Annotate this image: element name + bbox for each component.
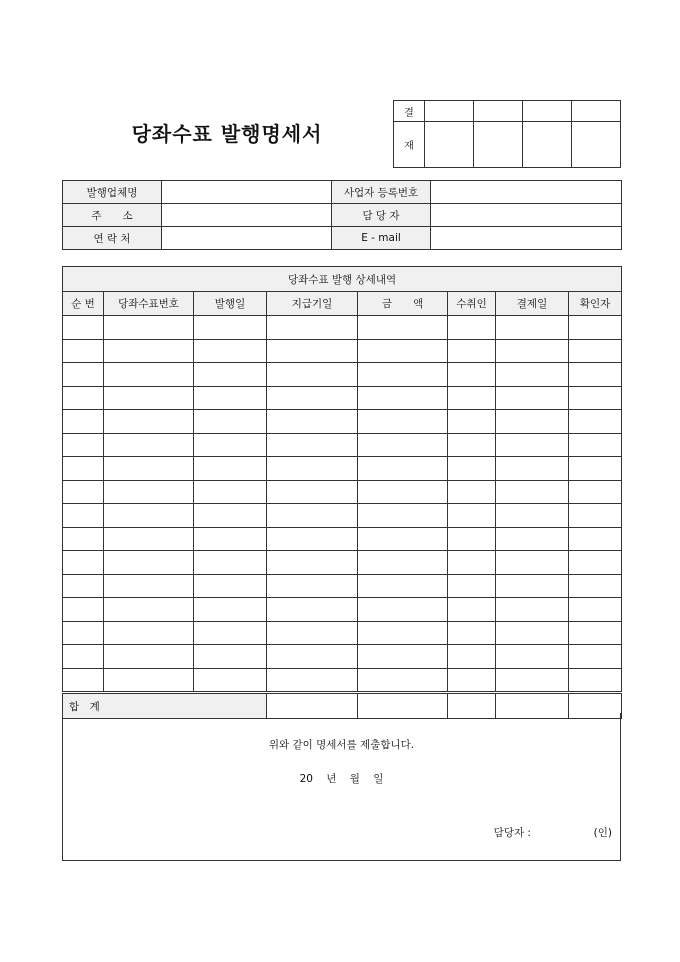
table-cell[interactable] [569,621,622,645]
table-cell[interactable] [496,527,569,551]
statement-text: 위와 같이 명세서를 제출합니다. [268,739,415,751]
table-cell[interactable] [358,621,448,645]
page-title: 당좌수표 발행명세서 [131,122,323,146]
table-row [63,574,622,598]
table-cell[interactable] [448,645,496,669]
date-line: 20 년 월 일 [299,773,384,785]
table-cell[interactable] [104,551,194,575]
table-cell[interactable] [194,668,267,693]
table-cell[interactable] [63,480,104,504]
column-header: 수취인 [448,292,496,316]
table-cell[interactable] [267,527,358,551]
table-row [63,551,622,575]
approval-cell[interactable] [523,101,572,122]
table-cell[interactable] [104,410,194,434]
table-cell[interactable] [194,316,267,340]
table-row [63,433,622,457]
table-cell[interactable] [267,621,358,645]
company-field[interactable] [162,181,332,204]
table-cell[interactable] [448,504,496,528]
table-row [63,480,622,504]
table-cell[interactable] [358,527,448,551]
total-label: 합 계 [63,693,267,719]
table-cell[interactable] [496,339,569,363]
table-cell[interactable] [63,645,104,669]
table-cell[interactable] [63,363,104,387]
approval-cell[interactable] [474,101,523,122]
table-cell[interactable] [63,574,104,598]
table-cell[interactable] [496,504,569,528]
table-cell[interactable] [569,668,622,693]
table-cell[interactable] [194,480,267,504]
table-cell[interactable] [267,410,358,434]
table-cell[interactable] [569,645,622,669]
table-cell[interactable] [63,527,104,551]
table-cell[interactable] [496,645,569,669]
table-cell[interactable] [448,527,496,551]
table-cell[interactable] [104,527,194,551]
table-cell[interactable] [496,668,569,693]
table-cell[interactable] [496,574,569,598]
business-no-label: 사업자 등록번호 [332,181,431,204]
table-cell[interactable] [448,339,496,363]
table-cell[interactable] [569,504,622,528]
manager-label: 담 당 자 [332,204,431,227]
table-row [63,504,622,528]
signature-line [494,825,612,840]
contact-field[interactable] [162,227,332,250]
table-cell[interactable] [63,457,104,481]
approval-cell[interactable] [425,101,474,122]
table-cell[interactable] [358,433,448,457]
column-header: 순 번 [63,292,104,316]
table-cell[interactable] [569,363,622,387]
table-cell[interactable] [194,433,267,457]
table-cell[interactable] [267,504,358,528]
table-cell[interactable] [63,410,104,434]
table-cell[interactable] [104,316,194,340]
table-cell[interactable] [104,339,194,363]
manager-field[interactable] [431,204,622,227]
table-row [63,457,622,481]
contact-label: 연 락 처 [63,227,162,250]
table-cell[interactable] [194,386,267,410]
table-cell[interactable] [63,621,104,645]
table-cell[interactable] [496,363,569,387]
table-cell[interactable] [358,551,448,575]
table-cell[interactable] [104,433,194,457]
table-cell[interactable] [569,574,622,598]
table-cell[interactable] [267,316,358,340]
table-cell[interactable] [569,433,622,457]
signer-label: 담당자 : [493,827,531,839]
table-row [63,316,622,340]
approval-cell[interactable] [572,101,621,122]
table-cell[interactable] [448,621,496,645]
table-cell[interactable] [194,363,267,387]
table-cell[interactable] [358,480,448,504]
table-cell[interactable] [63,504,104,528]
table-cell[interactable] [104,668,194,693]
table-cell[interactable] [496,480,569,504]
approval-label-top: 결 [394,101,425,122]
table-cell[interactable] [358,316,448,340]
table-cell[interactable] [104,504,194,528]
table-cell[interactable] [104,480,194,504]
table-cell[interactable] [569,316,622,340]
table-cell[interactable] [569,598,622,622]
footer-area [62,713,621,861]
table-cell[interactable] [63,668,104,693]
approval-sign-cell[interactable] [425,122,474,168]
table-cell[interactable] [267,480,358,504]
table-cell[interactable] [448,668,496,693]
table-row [63,386,622,410]
table-cell[interactable] [194,551,267,575]
table-cell[interactable] [448,457,496,481]
table-cell[interactable] [496,386,569,410]
table-cell[interactable] [448,386,496,410]
table-cell[interactable] [358,574,448,598]
table-cell[interactable] [448,316,496,340]
table-cell[interactable] [267,386,358,410]
table-cell[interactable] [358,504,448,528]
email-label: E - mail [332,227,431,250]
table-cell[interactable] [569,410,622,434]
table-cell[interactable] [358,645,448,669]
table-cell[interactable] [448,363,496,387]
column-header: 금 액 [358,292,448,316]
address-label: 주 소 [63,204,162,227]
table-row [63,339,622,363]
table-row [63,410,622,434]
table-cell[interactable] [194,457,267,481]
table-cell[interactable] [358,457,448,481]
table-cell[interactable] [358,339,448,363]
column-header: 발행일 [194,292,267,316]
table-cell[interactable] [358,668,448,693]
table-cell[interactable] [448,480,496,504]
column-header: 확인자 [569,292,622,316]
table-cell[interactable] [448,598,496,622]
table-cell[interactable] [267,551,358,575]
table-cell[interactable] [267,645,358,669]
table-row [63,363,622,387]
column-header: 당좌수표번호 [104,292,194,316]
table-cell[interactable] [496,433,569,457]
table-cell[interactable] [104,621,194,645]
address-field[interactable] [162,204,332,227]
table-cell[interactable] [448,433,496,457]
column-header: 지급기일 [267,292,358,316]
table-cell[interactable] [63,339,104,363]
table-cell[interactable] [267,574,358,598]
table-cell[interactable] [194,621,267,645]
table-cell[interactable] [194,574,267,598]
table-cell[interactable] [496,410,569,434]
table-cell[interactable] [267,433,358,457]
table-cell[interactable] [448,574,496,598]
seal-mark: (인) [593,827,612,839]
table-cell[interactable] [358,363,448,387]
table-cell[interactable] [194,598,267,622]
table-cell[interactable] [569,339,622,363]
table-cell[interactable] [569,551,622,575]
table-cell[interactable] [104,386,194,410]
table-cell[interactable] [496,457,569,481]
table-cell[interactable] [194,645,267,669]
email-field[interactable] [431,227,622,250]
company-info-table [62,180,622,250]
table-cell[interactable] [104,457,194,481]
approval-label-bottom: 재 [394,122,425,168]
table-cell[interactable] [496,598,569,622]
table-cell[interactable] [104,645,194,669]
table-cell[interactable] [448,410,496,434]
table-cell[interactable] [358,386,448,410]
table-cell[interactable] [358,410,448,434]
approval-sign-cell[interactable] [523,122,572,168]
table-cell[interactable] [267,668,358,693]
table-cell[interactable] [496,316,569,340]
table-cell[interactable] [496,621,569,645]
table-cell[interactable] [267,598,358,622]
table-cell[interactable] [104,598,194,622]
table-cell[interactable] [104,574,194,598]
table-row [63,645,622,669]
table-cell[interactable] [194,504,267,528]
table-cell[interactable] [104,363,194,387]
approval-sign-cell[interactable] [474,122,523,168]
table-cell[interactable] [63,551,104,575]
table-row [63,598,622,622]
table-row [63,527,622,551]
table-cell[interactable] [267,363,358,387]
approval-sign-cell[interactable] [572,122,621,168]
detail-section-title: 당좌수표 발행 상세내역 [63,267,622,292]
table-cell[interactable] [267,457,358,481]
table-cell[interactable] [194,527,267,551]
detail-table [62,266,622,719]
table-cell[interactable] [63,598,104,622]
company-label: 발행업체명 [63,181,162,204]
business-no-field[interactable] [431,181,622,204]
table-cell[interactable] [569,527,622,551]
table-cell[interactable] [448,551,496,575]
table-row [63,621,622,645]
table-cell[interactable] [194,339,267,363]
table-cell[interactable] [267,339,358,363]
table-cell[interactable] [63,316,104,340]
approval-box [393,100,621,168]
table-cell[interactable] [569,457,622,481]
table-cell[interactable] [569,480,622,504]
table-row [63,668,622,693]
column-header: 결제일 [496,292,569,316]
table-cell[interactable] [63,386,104,410]
table-cell[interactable] [569,386,622,410]
table-cell[interactable] [194,410,267,434]
table-cell[interactable] [63,433,104,457]
table-cell[interactable] [496,551,569,575]
table-cell[interactable] [358,598,448,622]
